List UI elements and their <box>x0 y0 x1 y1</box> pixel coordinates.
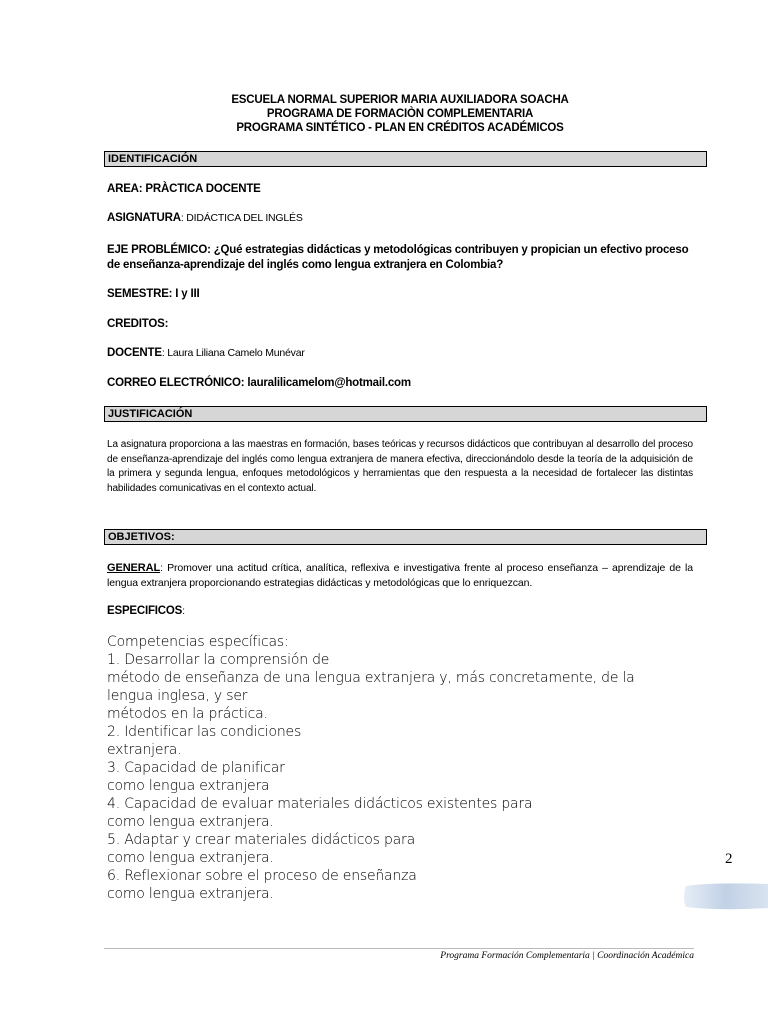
competencias-line: Competencias específicas: <box>107 634 289 650</box>
competencias-line: métodos en la práctica. <box>107 706 268 722</box>
competencias-line: como lengua extranjera. <box>107 886 274 902</box>
field-semestre: SEMESTRE: I y III <box>107 288 200 300</box>
competencias-line: 2. Identificar las condiciones <box>107 724 302 740</box>
competencias-line: 5. Adaptar y crear materiales didácticos para <box>107 832 415 848</box>
field-eje-problemico <box>107 243 697 273</box>
eje-label: EJE PROBLÉMICO: <box>107 244 211 256</box>
competencias-list <box>107 633 635 903</box>
objetivos-especificos-heading <box>107 605 185 617</box>
page-footer: Programa Formación Complementaria | Coordinación Académica <box>440 951 694 961</box>
competencias-line: 3. Capacidad de planificar <box>107 760 285 776</box>
section-objetivos: OBJETIVOS: <box>104 529 707 545</box>
field-creditos: CREDITOS: <box>107 318 169 330</box>
field-area: AREA: PRÀCTICA DOCENTE <box>107 183 261 195</box>
footer-divider <box>104 948 694 949</box>
competencias-line: 6. Reflexionar sobre el proceso de enseñanza <box>107 868 417 884</box>
competencias-line: como lengua extranjera. <box>107 814 274 830</box>
section-justificacion: JUSTIFICACIÓN <box>104 406 707 422</box>
page-tab-decoration <box>682 882 768 910</box>
competencias-line: 4. Capacidad de evaluar materiales didácticos existentes para <box>107 796 533 812</box>
especificos-colon: : <box>182 605 185 617</box>
especificos-label: ESPECIFICOS <box>107 605 183 617</box>
competencias-line: lengua inglesa, y ser <box>107 688 248 704</box>
document-header <box>0 93 768 135</box>
docente-label: DOCENTE <box>107 347 162 359</box>
eje-text: ¿Qué estrategias didácticas y metodológicas contribuyen y propician un efectivo proceso de enseñanza-aprendizaje del inglés como lengua extranjera en Colombia? <box>107 244 689 271</box>
competencias-line: extranjera. <box>107 742 182 758</box>
general-text: : Promover una actitud crítica, analítica, reflexiva e investigativa frente al proceso enseñanza – aprendizaje de la lengua extranjera proporcionando estrategias didácticas y metodológicas que lo enriquezcan. <box>107 562 693 589</box>
competencias-line: como lengua extranjera <box>107 778 270 794</box>
asignatura-label: ASIGNATURA <box>107 212 181 224</box>
docente-value: : Laura Liliana Camelo Munévar <box>161 347 305 359</box>
field-correo: CORREO ELECTRÓNICO: lauralilicamelom@hotmail.com <box>107 377 411 389</box>
header-plan: PROGRAMA SINTÉTICO - PLAN EN CRÉDITOS ACADÉMICOS <box>236 122 564 134</box>
competencias-line: como lengua extranjera. <box>107 850 274 866</box>
objetivo-general <box>107 561 693 590</box>
competencias-line: método de enseñanza de una lengua extranjera y, más concretamente, de la <box>107 670 635 686</box>
field-docente <box>107 347 305 359</box>
section-identificacion: IDENTIFICACIÓN <box>104 151 707 167</box>
header-school-name: ESCUELA NORMAL SUPERIOR MARIA AUXILIADORA SOACHA <box>231 94 569 106</box>
page-number: 2 <box>725 851 733 867</box>
general-label: GENERAL <box>107 562 161 574</box>
competencias-line: 1. Desarrollar la comprensión de <box>107 652 330 668</box>
asignatura-value: : DIDÁCTICA DEL INGLÉS <box>180 212 303 224</box>
field-asignatura <box>107 212 303 224</box>
header-program: PROGRAMA DE FORMACIÒN COMPLEMENTARIA <box>266 108 534 120</box>
justificacion-paragraph: La asignatura proporciona a las maestras en formación, bases teóricas y recursos didácticos que contribuyan al desarrollo del proceso de enseñanza-aprendizaje del inglés como lengua extranjera de manera efectiva, direccionándolo desde la teoría de la adquisición de la primera y segunda lengua, enfoques metodológicos y herramientas que den respuesta a la necesidad de fortalecer las distintas habilidades comunicativas en el contexto actual. <box>107 439 693 494</box>
